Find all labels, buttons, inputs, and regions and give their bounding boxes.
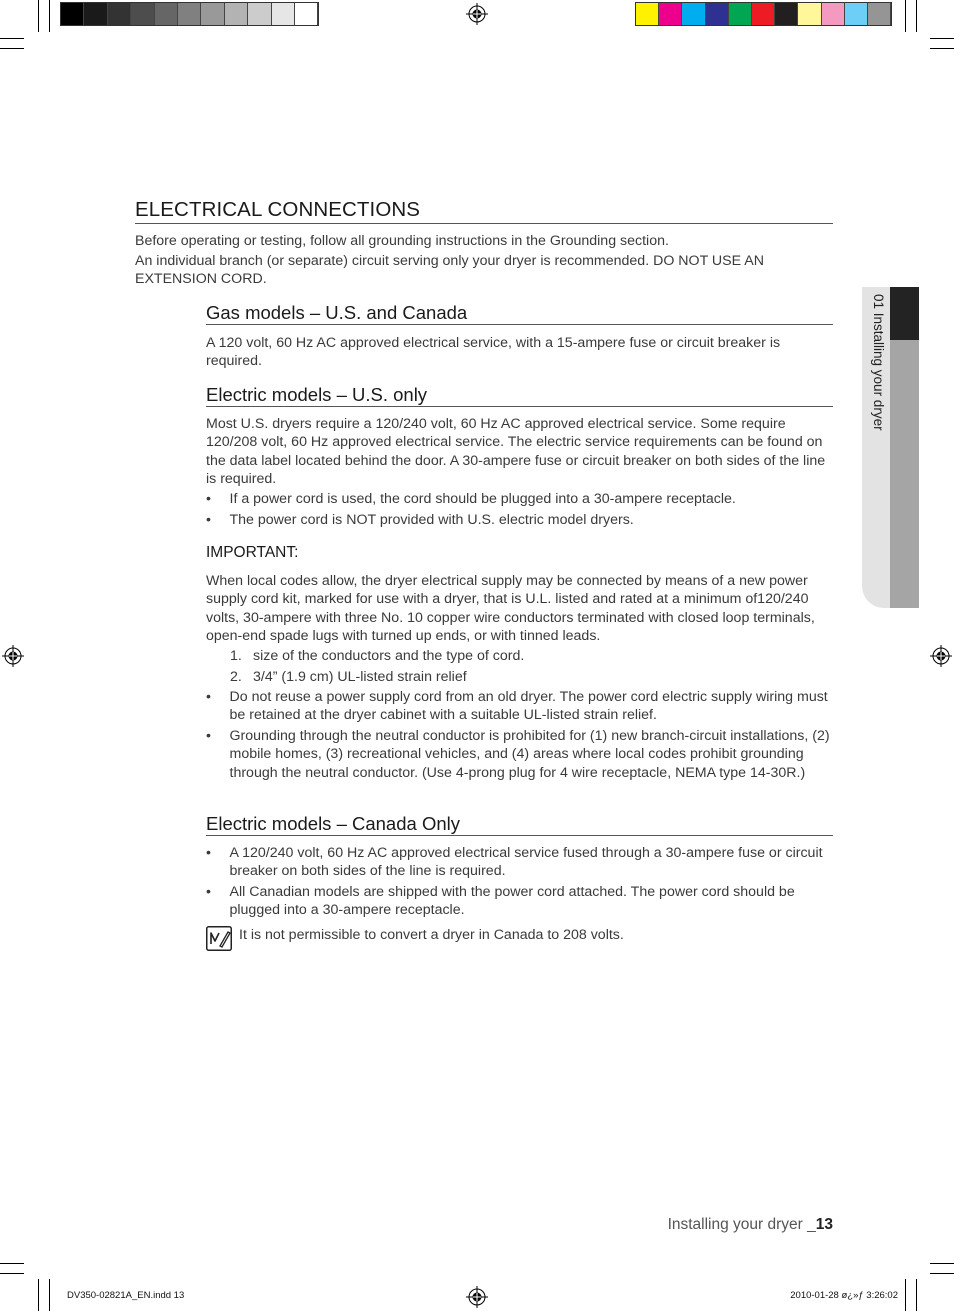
color-calibration-bar <box>635 2 892 26</box>
registration-mark-icon <box>930 645 952 667</box>
crop-mark <box>930 48 954 49</box>
important-text: When local codes allow, the dryer electrical supply may be connected by means of a new power supply cord kit, marked for use with a dryer, that is U.L. listed and rated at a minimum of120/240 volts, 30-ampere with three No. 10 copper wire conductors terminated with closed loop terminals, open-end spade lugs with turned up ends, or with tinned leads. <box>206 573 815 644</box>
numbered-item: 2. 3/4” (1.9 cm) UL-listed strain relief <box>230 669 467 685</box>
list-item: • Do not reuse a power supply cord from an old dryer. The power cord electric supply wiring must be retained at the dryer cabinet with a suitable UL-listed strain relief. <box>206 689 828 724</box>
bullet-glyph: • <box>206 884 211 900</box>
crop-mark <box>49 1279 50 1311</box>
crop-mark <box>916 1279 917 1311</box>
crop-mark <box>38 0 39 32</box>
gas-models-text: A 120 volt, 60 Hz AC approved electrical service, with a 15-ampere fuse or circuit breaker is required. <box>206 335 781 370</box>
list-item: • If a power cord is used, the cord should be plugged into a 30-ampere receptacle. <box>206 491 736 507</box>
intro-paragraph-2: An individual branch (or separate) circuit serving only your dryer is recommended. DO NOT USE AN EXTENSION CORD. <box>135 253 764 288</box>
side-tab-gray-block <box>890 340 919 608</box>
chapter-side-label: 01 Installing your dryer <box>871 294 886 431</box>
crop-mark <box>916 0 917 32</box>
crop-mark <box>0 48 24 49</box>
numbered-item: 1. size of the conductors and the type of cord. <box>230 648 525 664</box>
side-tab-dark-block <box>890 287 919 340</box>
important-heading: IMPORTANT: <box>206 544 299 561</box>
crop-mark <box>0 38 24 39</box>
registration-mark-icon <box>466 1286 488 1308</box>
bullet-glyph: • <box>206 491 211 507</box>
crop-mark <box>49 0 50 32</box>
bullet-glyph: • <box>206 728 211 744</box>
note-pencil-icon <box>206 926 232 951</box>
intro-paragraph-1: Before operating or testing, follow all grounding instructions in the Grounding section. <box>135 233 669 249</box>
list-item: • All Canadian models are shipped with the power cord attached. The power cord should be plugged into a 30-ampere receptacle. <box>206 884 795 919</box>
bullet-glyph: • <box>206 845 211 861</box>
crop-mark <box>0 1273 24 1274</box>
gas-models-heading: Gas models – U.S. and Canada <box>206 302 833 325</box>
slug-timestamp: 2010-01-28 ø¿»ƒ 3:26:02 <box>790 1290 898 1301</box>
crop-mark <box>930 1263 954 1264</box>
bullet-glyph: • <box>206 689 211 705</box>
page-footer <box>668 1216 833 1234</box>
crop-mark <box>930 1273 954 1274</box>
registration-mark-icon <box>2 645 24 667</box>
bullet-glyph: • <box>206 512 211 528</box>
page-number: 13 <box>815 1216 833 1233</box>
footer-label: Installing your dryer _ <box>667 1216 816 1233</box>
electric-us-heading: Electric models – U.S. only <box>206 384 833 407</box>
crop-mark <box>0 1263 24 1264</box>
list-item: • Grounding through the neutral conductor is prohibited for (1) new branch-circuit installations, (2) mobile homes, (3) recreational vehicles, and (4) areas where local codes prohibit grounding through the neutral conductor. (Use 4-prong plug for 4 wire receptacle, NEMA type 14-30R.) <box>206 728 830 781</box>
crop-mark <box>930 38 954 39</box>
section-title: ELECTRICAL CONNECTIONS <box>135 198 833 224</box>
note-text: It is not permissible to convert a dryer in Canada to 208 volts. <box>239 927 624 943</box>
crop-mark <box>38 1279 39 1311</box>
gray-calibration-bar <box>60 2 319 26</box>
list-item: • A 120/240 volt, 60 Hz AC approved electrical service fused through a 30-ampere fuse or circuit breaker on both sides of the line is required. <box>206 845 823 880</box>
crop-mark <box>905 1279 906 1311</box>
crop-mark <box>905 0 906 32</box>
slug-filename: DV350-02821A_EN.indd 13 <box>67 1290 185 1301</box>
registration-mark-icon <box>466 3 488 25</box>
electric-us-text: Most U.S. dryers require a 120/240 volt, 60 Hz AC approved electrical service. Some require 120/208 volt, 60 Hz approved electrical service. The electric service requirements can be found on the data label located behind the door. A 30-ampere fuse or circuit breaker on both sides of the line is required. <box>206 416 826 487</box>
electric-canada-heading: Electric models – Canada Only <box>206 813 833 836</box>
list-item: • The power cord is NOT provided with U.S. electric model dryers. <box>206 512 634 528</box>
